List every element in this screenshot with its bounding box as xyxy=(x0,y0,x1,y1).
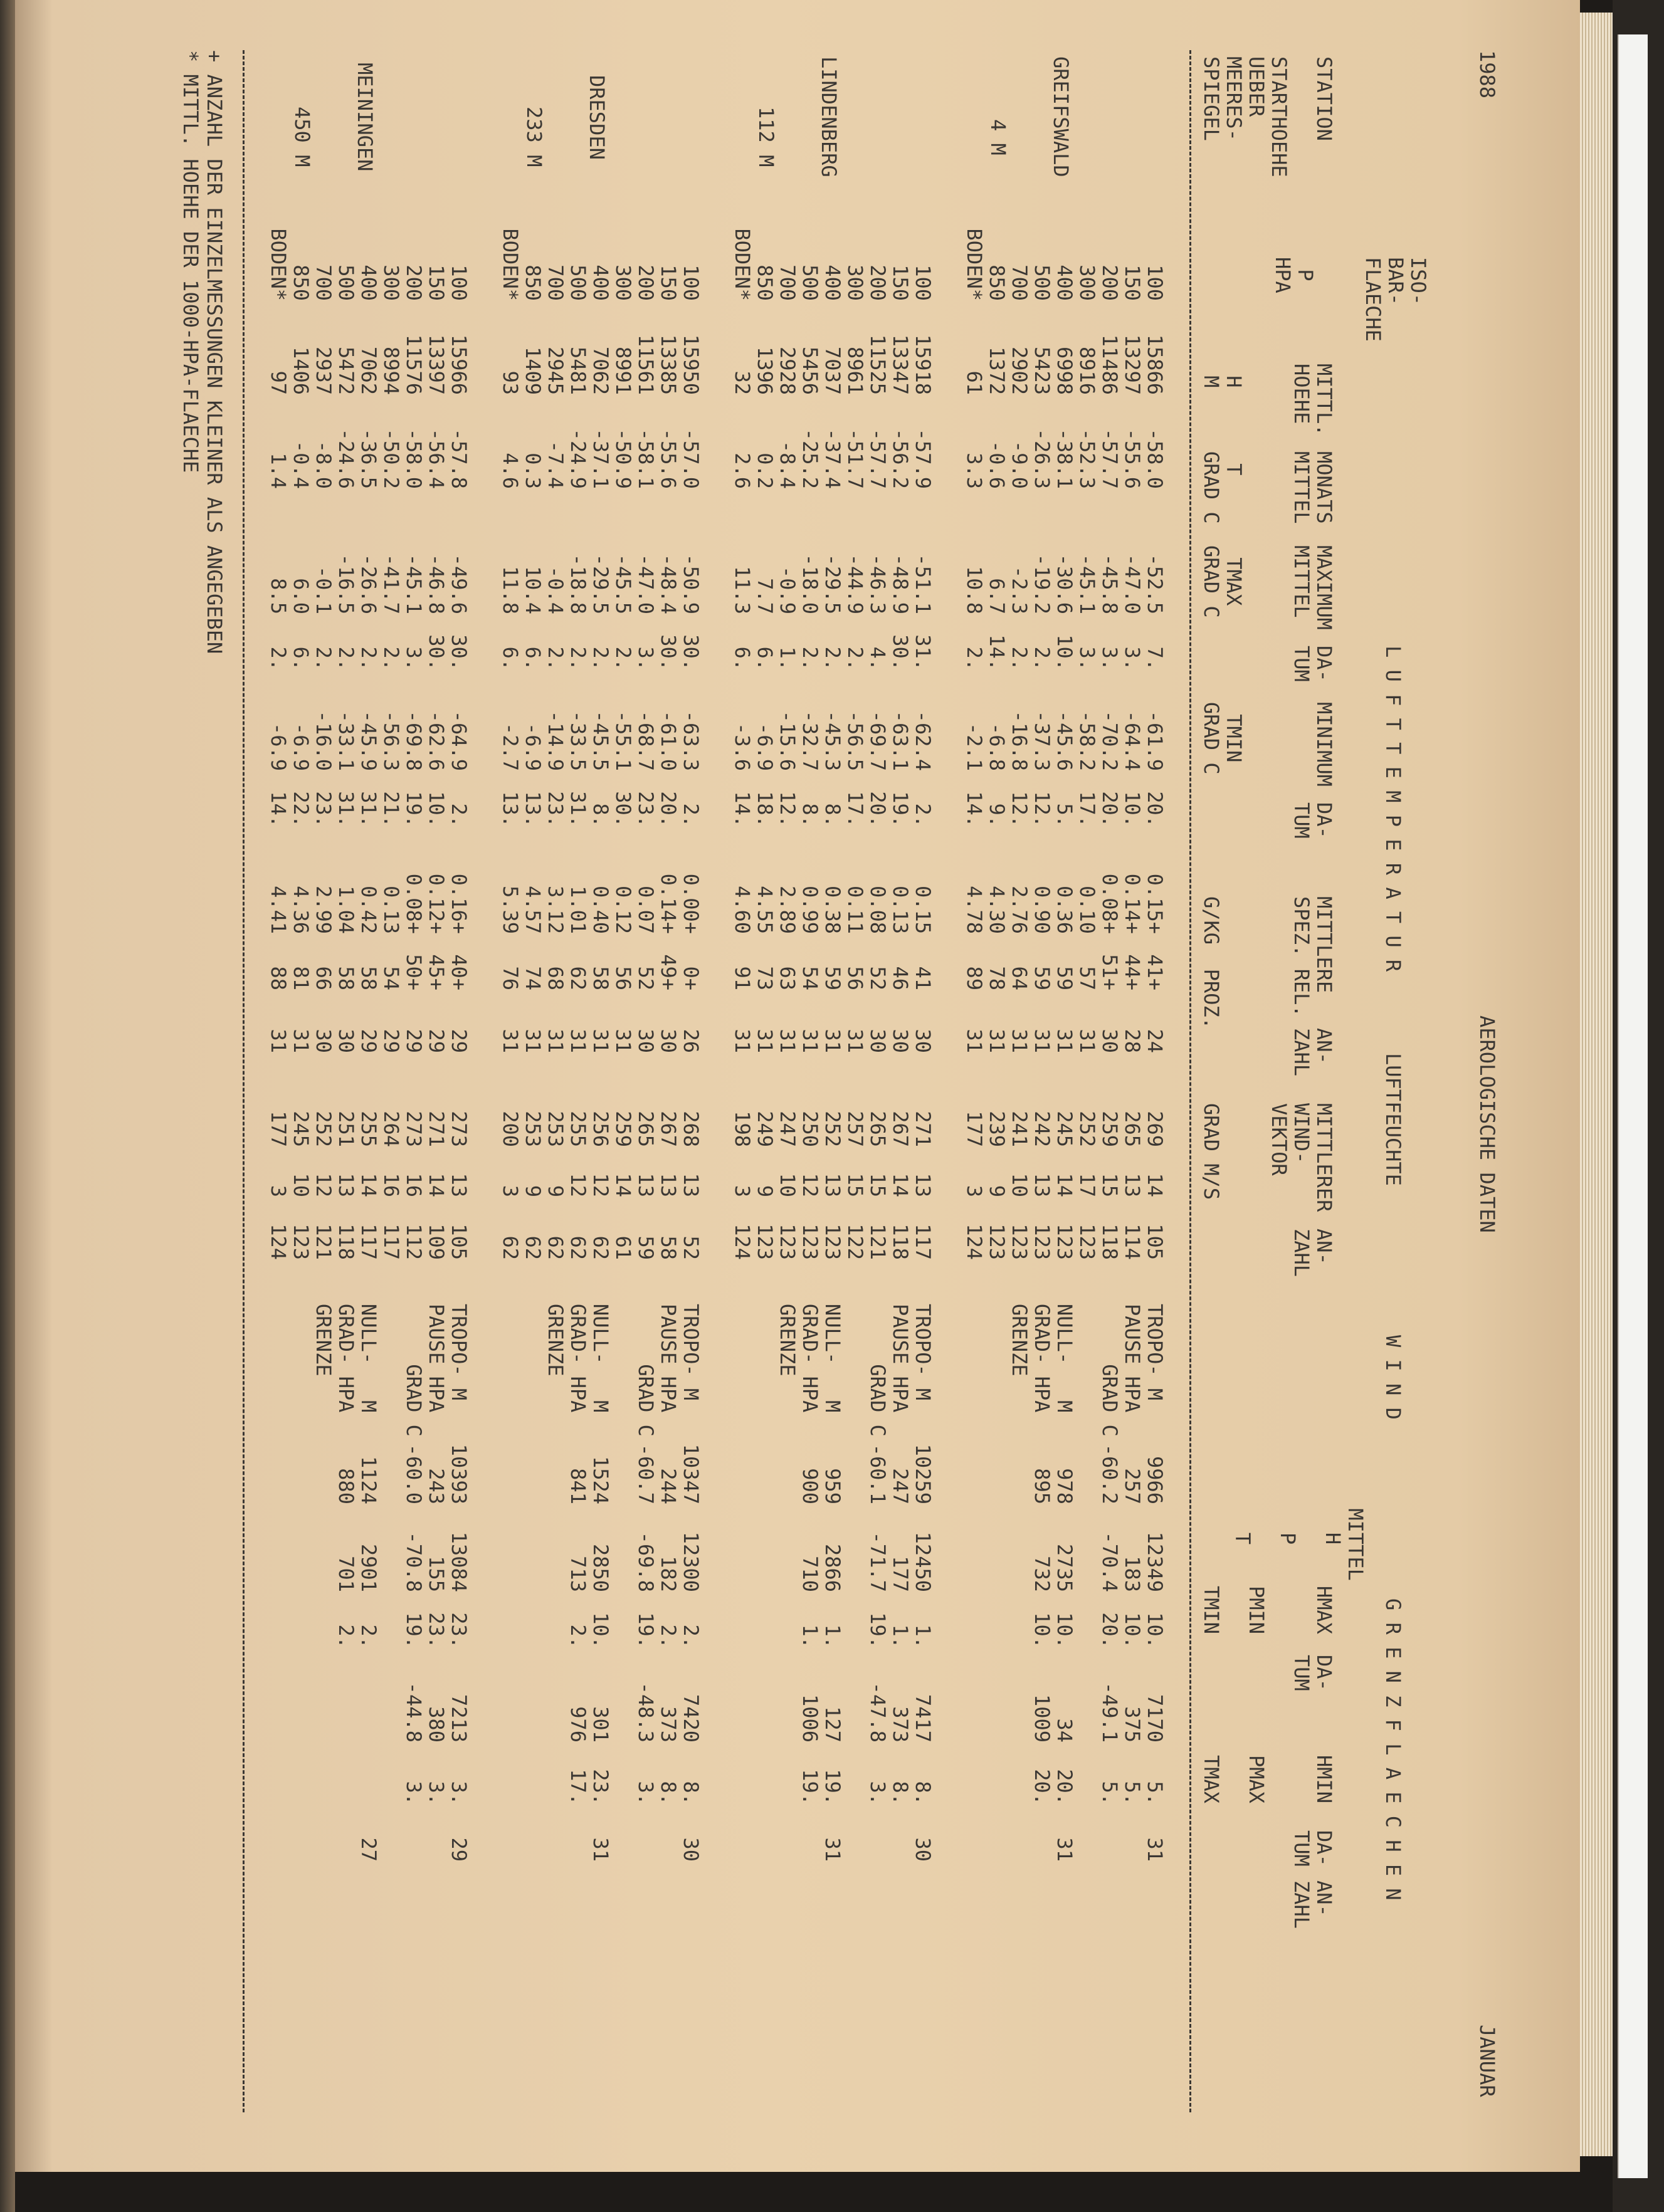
col-datum-min: 2. 20. 23. 30. 8. 31. 23. 13. 13. xyxy=(498,791,703,827)
header-grenz-max: HMAX PMIN TMIN xyxy=(1199,1586,1336,1635)
col-wind-grad: 269 265 259 252 245 242 241 239 177 xyxy=(962,1111,1167,1147)
header-isobar: ISO- BAR- FLAECHE P HPA xyxy=(1271,257,1430,342)
col-monatsmittel: -57.8 -56.4 -58.0 -50.2 -36.5 -24.6 -8.0 -0.4 1.4 xyxy=(266,428,471,489)
station-name: LINDENBERG xyxy=(817,56,841,177)
col-maximum: -51.1 -48.9 -46.3 -44.9 -29.5 -18.0 -0.9 7.7 11.3 xyxy=(730,553,935,614)
col-spez-feuchte: 0.16+ 0.12+ 0.08+ 0.13 0.42 1.04 2.99 4.36 4.41 xyxy=(266,873,471,934)
col-minimum: -62.4 -63.1 -69.7 -56.5 -45.3 -32.7 -15.6 -6.9 -3.6 xyxy=(730,710,935,771)
col-rel-feuchte: 41+ 44+ 51+ 57 59 59 64 78 89 xyxy=(962,954,1167,990)
col-grenz-anzahl: 29 27 xyxy=(357,1837,471,1862)
station-block-greifswald xyxy=(940,50,1166,2137)
header-grenz-mittel: MITTEL H P T xyxy=(1231,1508,1367,1581)
column-headers xyxy=(1191,50,1430,2137)
col-grenz-max: 12450 177 -71.7 2866 710 xyxy=(798,1531,935,1592)
rotated-table-sheet xyxy=(19,50,1498,2137)
header-windvektor: MITTLERER WIND- VEKTOR GRAD M/S xyxy=(1199,1103,1336,1212)
col-datum-max: 30. 30. 3. 2. 2. 2. 2. 6. 6. xyxy=(498,634,703,671)
col-maximum: -52.5 -47.0 -45.8 -45.1 -30.6 -19.2 -2.3 6.7 10.8 xyxy=(962,553,1167,614)
col-rel-feuchte: 0+ 49+ 52 56 58 62 68 74 76 xyxy=(498,954,703,990)
header-maximum: MAXIMUM MITTEL TMAX GRAD C xyxy=(1199,545,1336,630)
col-grenz-anzahl: 30 31 xyxy=(589,1837,703,1862)
col-wind-grad: 268 267 265 259 256 255 253 253 200 xyxy=(498,1111,703,1147)
section-title: AEROLOGISCHE DATEN xyxy=(1475,1015,1499,1233)
header-feuchte: MITTLERE SPEZ. REL. G/KG PROZ. xyxy=(1199,896,1336,1029)
col-datum-max: 30. 30. 3. 2. 2. 2. 2. 6. 2. xyxy=(266,634,471,671)
col-hoehe: 15950 13385 11561 8991 7062 5481 2945 1409 93 xyxy=(498,334,703,395)
col-grenz-anzahl: 31 31 xyxy=(1053,1837,1167,1862)
col-wind-anzahl: 105 109 112 117 117 118 121 123 124 xyxy=(266,1224,471,1260)
col-grenz-max: 12300 182 -69.8 2850 713 xyxy=(566,1531,703,1592)
group-lufttemperatur: L U F T T E M P E R A T U R xyxy=(1381,646,1405,972)
col-isobar: 100 150 200 300 400 500 700 850 BODEN* xyxy=(962,228,1167,301)
footnote-star: * MITTL. HOEHE DER 1000-HPA-FLAECHE xyxy=(179,50,203,473)
header-divider xyxy=(1189,50,1191,2112)
station-altitude: 450 M xyxy=(290,107,314,167)
station-name: MEININGEN xyxy=(353,63,377,172)
paper-strip xyxy=(1618,34,1648,2178)
col-grenz-datum-min: 3. 3. 3. xyxy=(402,1781,471,1805)
footer-divider xyxy=(243,50,245,2112)
col-wind-anzahl: 105 114 118 123 123 123 123 123 124 xyxy=(962,1224,1167,1260)
header-datum-max: DA- TUM xyxy=(1290,646,1336,682)
col-datum-max: 7. 3. 3. 3. 10. 2. 2. 14. 2. xyxy=(962,634,1167,671)
col-hoehe: 15866 13297 11486 8916 6998 5423 2902 1372 61 xyxy=(962,334,1167,395)
col-maximum: -50.9 -48.4 -47.0 -45.5 -29.5 -18.8 -0.4 10.4 11.8 xyxy=(498,553,703,614)
col-monatsmittel: -57.0 -55.6 -58.1 -50.9 -37.1 -24.9 -7.4 0.3 4.6 xyxy=(498,428,703,489)
header-grenz-datum-min: DA- TUM xyxy=(1290,1830,1336,1867)
header-minimum: MINIMUM TMIN GRAD C xyxy=(1199,702,1336,787)
col-feuchte-anzahl: 29 29 29 29 29 30 30 31 31 xyxy=(266,1029,471,1053)
col-feuchte-anzahl: 30 30 30 31 31 31 31 31 31 xyxy=(730,1029,935,1053)
col-monatsmittel: -58.0 -55.6 -57.7 -52.3 -38.1 -26.3 -9.0 -0.6 3.3 xyxy=(962,428,1167,489)
station-altitude: 112 M xyxy=(754,107,778,167)
col-wind-ms: 13 13 13 14 12 12 9 9 3 xyxy=(498,1173,703,1197)
col-grenz-label: TROPO- M PAUSE HPA GRAD C NULL- M GRAD- HPA GRENZE xyxy=(1008,1304,1167,1437)
col-isobar: 100 150 200 300 400 500 700 850 BODEN* xyxy=(266,228,471,301)
col-grenz-datum-min: 5. 5. 5. 20. 20. xyxy=(1030,1769,1167,1805)
header-grenz-min: HMIN PMAX TMAX xyxy=(1199,1755,1336,1804)
header-monatsmittel: MONATS MITTEL T GRAD C xyxy=(1199,451,1336,524)
col-rel-feuchte: 41 46 52 56 59 54 63 73 91 xyxy=(730,966,935,990)
col-minimum: -63.3 -61.0 -68.7 -55.1 -45.5 -33.5 -14.9 -6.9 -2.7 xyxy=(498,710,703,771)
footnote-plus: + ANZAHL DER EINZELMESSUNGEN KLEINER ALS ANGEGEBEN xyxy=(203,50,226,654)
page-edges xyxy=(1580,13,1613,2156)
col-wind-ms: 13 14 15 15 13 12 10 9 3 xyxy=(730,1173,935,1197)
col-datum-max: 31. 30. 4. 2. 2. 2. 1. 6. 6. xyxy=(730,634,935,671)
col-datum-min: 2. 19. 20. 17. 8. 8. 12. 18. 14. xyxy=(730,791,935,827)
col-rel-feuchte: 40+ 45+ 50+ 54 58 58 66 81 88 xyxy=(266,954,471,990)
col-feuchte-anzahl: 26 30 30 31 31 31 31 31 31 xyxy=(498,1029,703,1053)
station-block-dresden xyxy=(477,50,702,2137)
book-spine xyxy=(0,0,15,2212)
header-grenz-datum-max: DA- TUM xyxy=(1290,1655,1336,1691)
col-wind-grad: 273 271 273 264 255 251 252 245 177 xyxy=(266,1111,471,1147)
col-monatsmittel: -57.9 -56.2 -57.7 -51.7 -37.4 -25.2 -8.4 0.2 2.6 xyxy=(730,428,935,489)
page-number: 1988 xyxy=(1475,50,1499,99)
station-name: GREIFSWALD xyxy=(1049,56,1073,177)
col-grenz-datum-min: 8. 8. 3. 23. 17. xyxy=(566,1769,703,1805)
col-grenz-min: 7417 373 -47.8 127 1006 xyxy=(798,1682,935,1743)
station-altitude: 233 M xyxy=(522,107,546,167)
group-wind: W I N D xyxy=(1381,1335,1405,1420)
col-grenz-datum-max: 10. 10. 20. 10. 10. xyxy=(1030,1612,1167,1649)
col-isobar: 100 150 200 300 400 500 700 850 BODEN* xyxy=(498,228,703,301)
col-spez-feuchte: 0.00+ 0.14+ 0.07 0.12 0.40 1.01 3.12 4.57 5.39 xyxy=(498,873,703,934)
col-grenz-mittel: 10347 244 -60.7 1524 841 xyxy=(566,1444,703,1504)
header-grenz-anzahl: AN- ZAHL xyxy=(1290,1880,1336,1929)
col-wind-ms: 13 14 16 16 14 13 12 10 3 xyxy=(266,1173,471,1197)
station-name: DRESDEN xyxy=(585,75,609,160)
col-grenz-min: 7213 380 -44.8 xyxy=(402,1682,471,1743)
col-grenz-label: TROPO- M PAUSE HPA GRAD C NULL- M GRAD- HPA GRENZE xyxy=(544,1304,703,1437)
col-grenz-datum-max: 2. 2. 19. 10. 2. xyxy=(566,1612,703,1649)
station-block-meiningen xyxy=(245,50,470,2137)
col-minimum: -64.9 -62.6 -69.8 -56.3 -45.9 -33.1 -16.0 -6.9 -6.9 xyxy=(266,710,471,771)
col-grenz-max: 13084 155 -70.8 2901 701 xyxy=(334,1531,471,1592)
col-datum-min: 2. 10. 19. 21. 31. 31. 23. 22. 14. xyxy=(266,791,471,827)
col-grenz-max: 12349 183 -70.4 2735 732 xyxy=(1030,1531,1167,1592)
col-grenz-datum-min: 8. 8. 3. 19. 19. xyxy=(798,1769,935,1805)
col-maximum: -49.6 -46.8 -45.1 -41.7 -26.6 -16.5 -0.1 6.0 8.5 xyxy=(266,553,471,614)
header-station: STATION STARTHOEHE UEBER MEERES- SPIEGEL xyxy=(1199,56,1336,177)
header-feuchte-anzahl: AN- ZAHL xyxy=(1290,1028,1336,1077)
col-wind-anzahl: 52 58 59 61 62 62 62 62 62 xyxy=(498,1235,703,1260)
col-grenz-mittel: 10259 247 -60.1 959 900 xyxy=(798,1444,935,1504)
col-hoehe: 15918 13347 11525 8961 7037 5456 2928 1396 32 xyxy=(730,334,935,395)
col-feuchte-anzahl: 24 28 30 31 31 31 31 31 31 xyxy=(962,1029,1167,1053)
station-block-lindenberg xyxy=(708,50,934,2137)
col-wind-grad: 271 267 265 257 252 250 247 249 198 xyxy=(730,1111,935,1147)
col-grenz-anzahl: 30 31 xyxy=(821,1837,935,1862)
col-isobar: 100 150 200 300 400 500 700 850 BODEN* xyxy=(730,228,935,301)
col-hoehe: 15966 13397 11576 8994 7062 5472 2937 1406 97 xyxy=(266,334,471,395)
header-datum-min: DA- TUM xyxy=(1290,802,1336,839)
col-spez-feuchte: 0.15 0.13 0.08 0.11 0.38 0.99 2.89 4.55 4.60 xyxy=(730,885,935,934)
col-grenz-min: 7420 373 -48.3 301 976 xyxy=(566,1682,703,1743)
col-wind-ms: 14 13 15 17 14 13 10 9 3 xyxy=(962,1173,1167,1197)
col-grenz-min: 7170 375 -49.1 34 1009 xyxy=(1030,1682,1167,1743)
month-label: JANUAR xyxy=(1475,2025,1499,2097)
header-hoehe: MITTL. HOEHE H M xyxy=(1199,364,1336,436)
col-grenz-label: TROPO- M PAUSE HPA GRAD C NULL- M GRAD- HPA GRENZE xyxy=(776,1304,935,1437)
col-grenz-datum-max: 23. 23. 19. 2. 2. xyxy=(334,1612,471,1649)
group-luftfeuchte: LUFTFEUCHTE xyxy=(1381,1053,1405,1186)
col-grenz-datum-max: 1. 1. 19. 1. 1. xyxy=(798,1612,935,1649)
station-altitude: 4 M xyxy=(986,119,1010,155)
col-wind-anzahl: 117 118 121 122 123 123 123 123 124 xyxy=(730,1224,935,1260)
col-minimum: -61.9 -64.4 -70.2 -58.2 -45.6 -37.3 -16.8 -6.8 -2.1 xyxy=(962,710,1167,771)
col-grenz-mittel: 10393 243 -60.0 1124 880 xyxy=(334,1444,471,1504)
col-datum-min: 20. 10. 20. 17. 5. 12. 12. 9. 14. xyxy=(962,791,1167,827)
col-grenz-mittel: 9966 257 -60.2 978 895 xyxy=(1030,1444,1167,1504)
header-wind-anzahl: AN- ZAHL xyxy=(1290,1229,1336,1277)
col-spez-feuchte: 0.15+ 0.14+ 0.08+ 0.10 0.36 0.90 2.76 4.30 4.78 xyxy=(962,873,1167,934)
col-grenz-label: TROPO- M PAUSE HPA GRAD C NULL- M GRAD- HPA GRENZE xyxy=(312,1304,471,1437)
group-grenzflaechen: G R E N Z F L A E C H E N xyxy=(1381,1598,1405,1900)
